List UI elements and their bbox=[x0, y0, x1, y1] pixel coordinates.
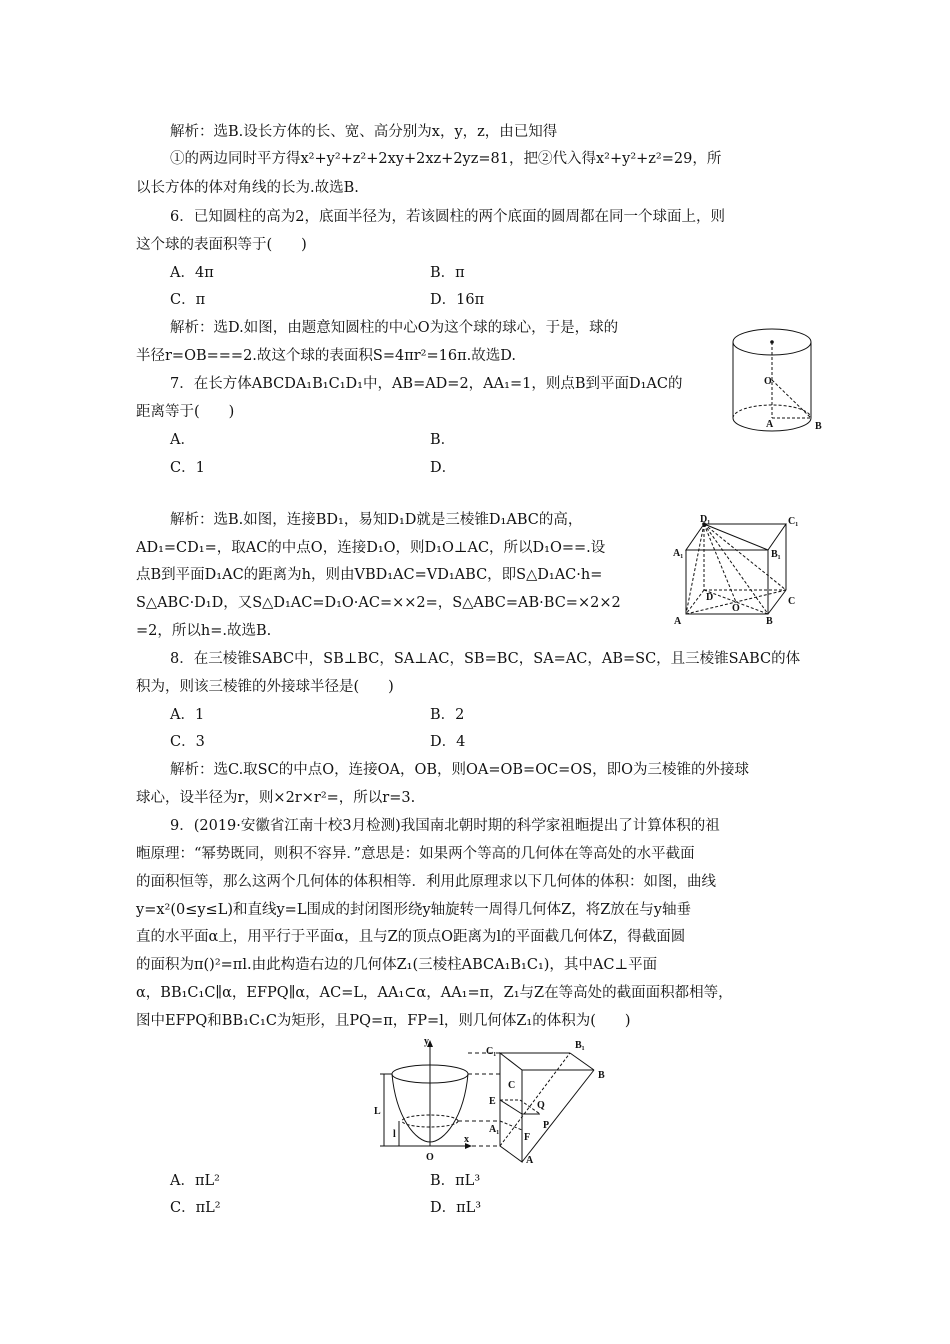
s7-line-5: =2，所以h=.故选B. bbox=[136, 623, 272, 639]
zu-label-a1: A₁ bbox=[489, 1124, 500, 1135]
box-label-b: B bbox=[766, 616, 773, 627]
zu-label-a: A bbox=[526, 1155, 534, 1166]
box-label-d: D bbox=[706, 592, 714, 603]
q8-option-c: C．3 bbox=[170, 734, 205, 750]
q7-option-b: B． bbox=[430, 432, 456, 448]
zu-label-c1: C₁ bbox=[486, 1046, 497, 1057]
q9-line-3: 的面积恒等，那么这两个几何体的体积相等．利用此原理求以下几何体的体积：如图，曲线 bbox=[136, 874, 716, 890]
q9-line-7: α，BB₁C₁C∥α，EFPQ∥α，AC=L，AA₁⊂α，AA₁=π，Z₁与Z在等高处的截面面积都相等， bbox=[136, 985, 733, 1001]
q9-line-6: 的面积为π()²=πl.由此构造右边的几何体Z₁(三棱柱ABCA₁B₁C₁)，其中AC⊥平面 bbox=[136, 957, 658, 973]
q6-line-2: 这个球的表面积等于( ) bbox=[136, 237, 307, 253]
s6-line-1: 解析：选D.如图，由题意知圆柱的中心O为这个球的球心，于是，球的 bbox=[170, 320, 619, 336]
q7-line-2: 距离等于( ) bbox=[136, 404, 235, 420]
box-label-b1: B₁ bbox=[771, 549, 781, 560]
q9-line-8: 图中EFPQ和BB₁C₁C为矩形，且PQ=π，FP=l，则几何体Z₁的体积为( ) bbox=[136, 1013, 631, 1029]
q8-option-b: B．2 bbox=[430, 707, 465, 723]
s5-line-2: 以长方体的体对角线的长为.故选B. bbox=[136, 180, 359, 196]
q7-option-d: D． bbox=[430, 460, 457, 476]
box-label-a: A bbox=[674, 616, 682, 627]
s6-line-2: 半径r=OB===2.故这个球的表面积S=4πr²=16π.故选D. bbox=[136, 348, 516, 364]
q9-option-d: D．πL³ bbox=[430, 1200, 482, 1216]
q7-option-c: C．1 bbox=[170, 460, 205, 476]
cyl-label-b: B bbox=[815, 421, 822, 432]
box-label-a1: A₁ bbox=[673, 548, 684, 559]
q9-line-2: 暅原理：“幂势既同，则积不容异．”意思是：如果两个等高的几何体在等高处的水平截面 bbox=[136, 846, 695, 862]
q6-line-1: 6．已知圆柱的高为2，底面半径为，若该圆柱的两个底面的圆周都在同一个球面上，则 bbox=[170, 209, 725, 225]
q9-line-1: 9．(2019·安徽省江南十校3月检测)我国南北朝时期的科学家祖暅提出了计算体积的祖 bbox=[170, 818, 720, 834]
zu-label-b: B bbox=[598, 1070, 605, 1081]
zu-label-c: C bbox=[508, 1080, 516, 1091]
s7-line-4: S△ABC·D₁D，又S△D₁AC=D₁O·AC=××2=，S△ABC=AB·BC=×2×2 bbox=[136, 595, 621, 611]
s7-line-3: 点B到平面D₁AC的距离为h，则由VBD₁AC=VD₁ABC，即S△D₁AC·h= bbox=[136, 567, 603, 583]
box-label-c: C bbox=[788, 596, 796, 607]
cyl-label-a: A bbox=[766, 419, 774, 430]
s7-line-2: AD₁=CD₁=，取AC的中点O，连接D₁O，则D₁O⊥AC，所以D₁O==.设 bbox=[136, 540, 606, 556]
q9-option-b: B．πL³ bbox=[430, 1173, 481, 1189]
zu-label-o: O bbox=[426, 1152, 434, 1163]
q9-line-4: y=x²(0≤y≤L)和直线y=L围成的封闭图形绕y轴旋转一周得几何体Z，将Z放在与y轴垂 bbox=[136, 902, 691, 918]
s8-line-2: 球心，设半径为r，则×2r×r²=，所以r=3. bbox=[136, 790, 416, 806]
zu-label-e: E bbox=[489, 1096, 496, 1107]
zu-label-q: Q bbox=[537, 1100, 545, 1111]
q9-option-c: C．πL² bbox=[170, 1200, 221, 1216]
zu-label-big-l: L bbox=[374, 1106, 381, 1117]
q8-line-2: 积为，则该三棱锥的外接球半径是( ) bbox=[136, 679, 394, 695]
s5-head: 解析：选B.设长方体的长、宽、高分别为x，y，z，由已知得 bbox=[170, 124, 558, 140]
zu-label-x: x bbox=[464, 1134, 469, 1145]
q6-option-c: C．π bbox=[170, 292, 206, 308]
s8-line-1: 解析：选C.取SC的中点O，连接OA，OB，则OA=OB=OC=OS，即O为三棱锥的外接球 bbox=[170, 762, 750, 778]
q9-option-a: A．πL² bbox=[170, 1173, 220, 1189]
cylinder-figure bbox=[730, 325, 830, 437]
box-label-o: O bbox=[732, 603, 740, 614]
q6-option-a: A．4π bbox=[170, 265, 214, 281]
box-label-c1: C₁ bbox=[788, 516, 799, 527]
cuboid-figure bbox=[668, 512, 808, 630]
s5-line-1: ①的两边同时平方得x²+y²+z²+2xy+2xz+2yz=81，把②代入得x²+y²+z²=29，所 bbox=[170, 151, 722, 167]
q6-option-d: D．16π bbox=[430, 292, 485, 308]
zu-label-small-l: l bbox=[393, 1129, 396, 1140]
q9-line-5: 直的水平面α上，用平行于平面α，且与Z的顶点O距离为l的平面截几何体Z，得截面圆 bbox=[136, 929, 686, 945]
zu-label-b1: B₁ bbox=[575, 1040, 585, 1051]
s7-line-1: 解析：选B.如图，连接BD₁，易知D₁D就是三棱锥D₁ABC的高， bbox=[170, 512, 583, 528]
q8-option-a: A．1 bbox=[170, 707, 205, 723]
q6-option-b: B．π bbox=[430, 265, 465, 281]
q7-line-1: 7．在长方体ABCDA₁B₁C₁D₁中，AB=AD=2，AA₁=1，则点B到平面D₁AC的 bbox=[170, 376, 683, 392]
q8-line-1: 8．在三棱锥SABC中，SB⊥BC，SA⊥AC，SB=BC，SA=AC，AB=SC，且三棱锥SABC的体 bbox=[170, 651, 801, 667]
q7-option-a: A． bbox=[170, 432, 195, 448]
zu-label-y: y bbox=[424, 1036, 429, 1047]
zu-label-p: P bbox=[543, 1120, 550, 1131]
q8-option-d: D．4 bbox=[430, 734, 466, 750]
zu-geng-figure bbox=[372, 1038, 622, 1164]
zu-label-f: F bbox=[524, 1132, 531, 1143]
box-label-d1: D₁ bbox=[700, 514, 711, 525]
cyl-label-o: O bbox=[764, 376, 772, 387]
